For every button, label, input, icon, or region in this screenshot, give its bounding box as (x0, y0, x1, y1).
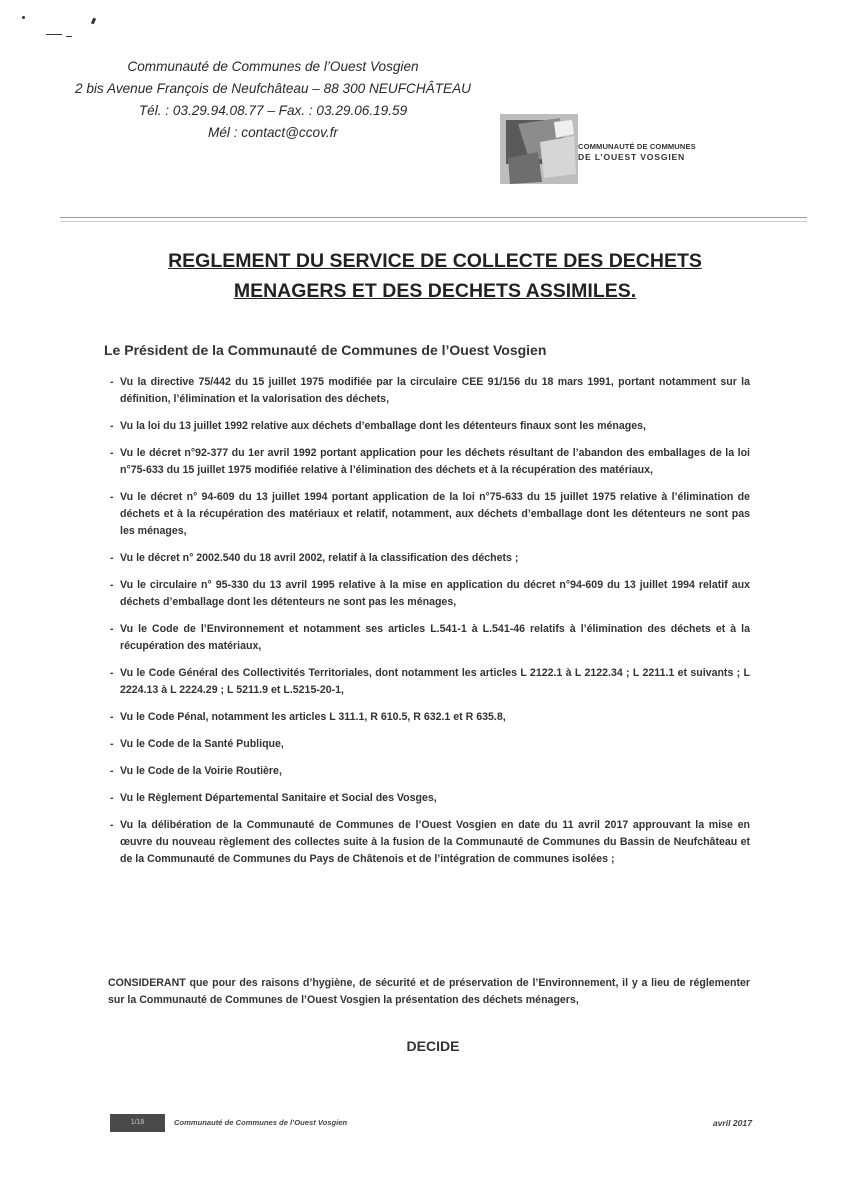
list-item: - Vu le Code de la Santé Publique, (108, 736, 750, 753)
ccov-logo-graphic (500, 112, 580, 187)
footer-org-name: Communauté de Communes de l’Ouest Vosgien (174, 1118, 348, 1127)
sender-address: 2 bis Avenue François de Neufchâteau – 88 300 NEUFCHÂTEAU (75, 81, 471, 96)
list-item: - Vu le décret n°92-377 du 1er avril 1992 portant application pour les déchets résultant de l’abandon des emballages de la loi n°75-633 du 15 juillet 1975 modifiée relative à l’élimination des déchets et à la récupération des matériaux, (108, 445, 750, 479)
list-item: - Vu le circulaire n° 95-330 du 13 avril 1995 relative à la mise en application du décret n°94-609 du 13 juillet 1994 relatif aux déchets d’emballage dont les détenteurs ne sont pas les ménages, (108, 577, 750, 611)
sender-org-name: Communauté de Communes de l’Ouest Vosgien (127, 59, 419, 74)
sender-address-block (38, 56, 508, 144)
logo-text-line1: COMMUNAUTÉ DE COMMUNES (578, 142, 696, 151)
considerant-paragraph (108, 975, 750, 1009)
legal-references-list (108, 374, 750, 878)
considerant-text: que pour des raisons d’hygiène, de sécurité et de préservation de l’Environnement, il y a lieu de réglementer sur la Communauté de Communes de l’Ouest Vosgien la présentation des déchets ménagers, (108, 977, 750, 1006)
list-item: - Vu le Code Général des Collectivités Territoriales, dont notamment les articles L 2122.1 à L 2122.34 ; L 2211.1 et suivants ; L 2224.13 à L 2224.29 ; L 5211.9 et L.5215-20-1, (108, 665, 750, 699)
sender-email: Mél : contact@ccov.fr (208, 125, 338, 140)
ccov-logo (500, 112, 740, 187)
scan-marks (22, 12, 112, 42)
list-item: - Vu le Code de la Voirie Routière, (108, 763, 750, 780)
sender-phone-fax: Tél. : 03.29.94.08.77 – Fax. : 03.29.06.19.59 (138, 103, 408, 118)
page-footer (110, 1114, 760, 1134)
ccov-logo-text (578, 141, 696, 163)
list-item: - Vu le Règlement Départemental Sanitaire et Social des Vosges, (108, 790, 750, 807)
logo-text-line2: DE L’OUEST VOSGIEN (578, 152, 686, 162)
title-line1: REGLEMENT DU SERVICE DE COLLECTE DES DECHETS (168, 250, 702, 272)
considerant-lead: CONSIDERANT (108, 977, 186, 989)
list-item: - Vu la directive 75/442 du 15 juillet 1975 modifiée par la circulaire CEE 91/156 du 18 mars 1991, portant notamment sur la définition, l’élimination et la valorisation des déchets, (108, 374, 750, 408)
list-item: - Vu le Code Pénal, notamment les articles L 311.1, R 610.5, R 632.1 et R 635.8, (108, 709, 750, 726)
list-item: - Vu la loi du 13 juillet 1992 relative aux déchets d’emballage dont les détenteurs finaux sont les ménages, (108, 418, 750, 435)
list-item: - Vu le décret n° 2002.540 du 18 avril 2002, relatif à la classification des déchets ; (108, 550, 750, 567)
document-title (60, 246, 810, 306)
header-divider (60, 217, 807, 222)
decide-heading: DECIDE (406, 1038, 460, 1054)
page-number: 1/18 (110, 1114, 165, 1132)
list-item: - Vu le décret n° 94-609 du 13 juillet 1994 portant application de la loi n°75-633 du 15 juillet 1975 relative à l’élimination de déchets et à la récupération des matériaux et relatif, notamment, aux déchets d’emballage dont les détenteurs ne sont pas les ménages, (108, 489, 750, 540)
list-item: - Vu la délibération de la Communauté de Communes de l’Ouest Vosgien en date du 11 avril 2017 approuvant la mise en œuvre du nouveau règlement des collectes suite à la fusion de la Communauté de Communes du Bassin de Neufchâteau et de la Communauté de Communes du Pays de Châtenois et de l’intégration de communes isolées ; (108, 817, 750, 868)
list-item: - Vu le Code de l’Environnement et notamment ses articles L.541-1 à L.541-46 relatifs à l’élimination des déchets et à la récupération des matériaux, (108, 621, 750, 655)
title-line2: MENAGERS ET DES DECHETS ASSIMILES. (233, 280, 637, 302)
president-heading: Le Président de la Communauté de Communes de l’Ouest Vosgien (104, 342, 547, 358)
footer-date: avril 2017 (712, 1118, 752, 1128)
